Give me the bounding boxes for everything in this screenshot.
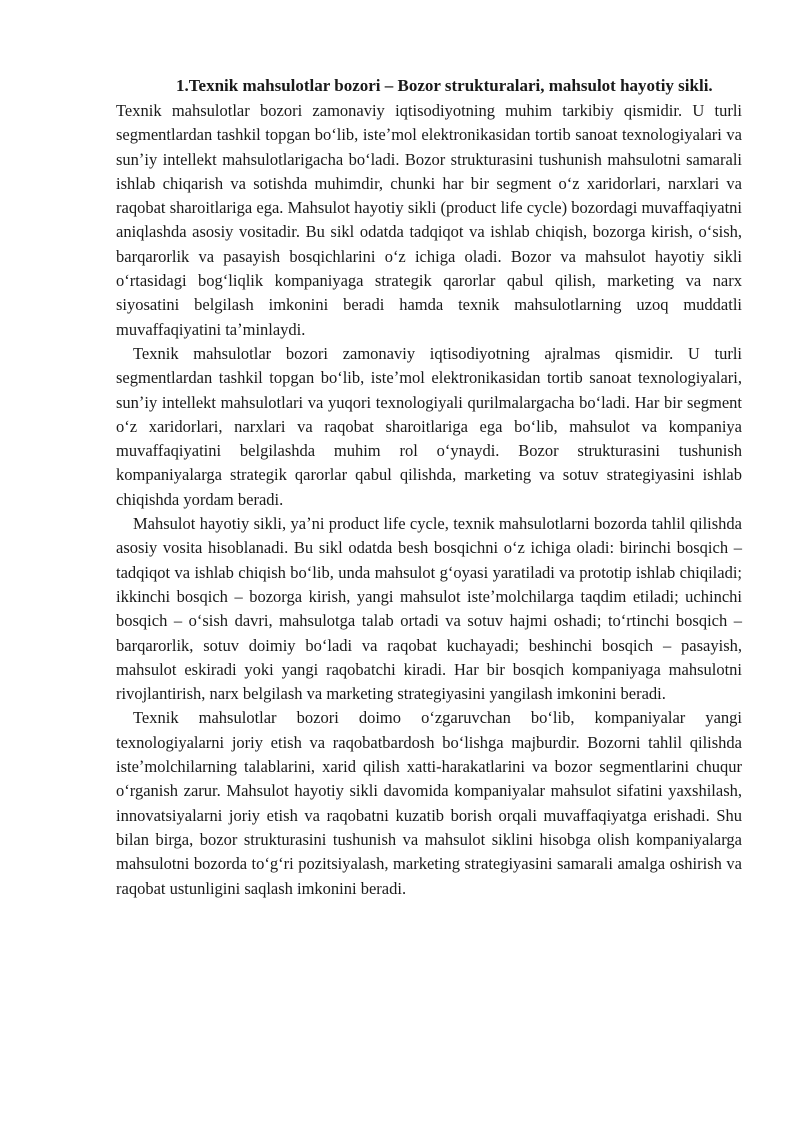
- paragraph-market-structure: Texnik mahsulotlar bozori zamonaviy iqtisodiyotning ajralmas qismidir. U turli segmentlardan tashkil topgan boʻlib, isteʼmol elektronikasidan tortib sanoat texnologiyalari, sunʼiy intellekt mahsulotlari va yuqori texnologiyali qurilmalargacha boʻladi. Har bir segment oʻz xaridorlari, narxlari va raqobat sharoitlariga ega boʻlib, mahsulot va kompaniya muvaffaqiyatini belgilashda muhim rol oʻynaydi. Bozor strukturasini tushunish kompaniyalarga strategik qarorlar qabul qilishda, marketing va sotuv strategiyasini ishlab chiqishda yordam beradi.: [116, 343, 742, 509]
- document-page: [116, 74, 742, 901]
- paragraph-product-life-cycle: Mahsulot hayotiy sikli, yaʼni product life cycle, texnik mahsulotlarni bozorda tahlil qilishda asosiy vosita hisoblanadi. Bu sikl odatda besh bosqichni oʻz ichiga oladi: birinchi bosqich – tadqiqot va ishlab chiqish boʻlib, unda mahsulot gʻoyasi yaratiladi va prototip ishlab chiqiladi; ikkinchi bosqich – bozorga kirish, yangi mahsulot isteʼmolchilarga taqdim etiladi; uchinchi bosqich – oʻsish davri, mahsulotga talab ortadi va sotuv hajmi oshadi; toʻrtinchi bosqich – barqarorlik, sotuv doimiy boʻladi va raqobat kuchayadi; beshinchi bosqich – pasayish, mahsulot eskiradi yoki yangi raqobatchi kiradi. Har bir bosqich kompaniyaga mahsulotni rivojlantirish, narx belgilash va marketing strategiyasini yangilash imkonini beradi.: [116, 514, 742, 704]
- paragraph-intro: Texnik mahsulotlar bozori zamonaviy iqtisodiyotning muhim tarkibiy qismidir. U turli segmentlardan tashkil topgan boʻlib, isteʼmol elektronikasidan tortib sanoat texnologiyalari va sunʼiy intellekt mahsulotlarigacha boʻladi. Bozor strukturasini tushunish mahsulotni samarali ishlab chiqarish va sotishda muhimdir, chunki har bir segment oʻz xaridorlari, narxlari va raqobat sharoitlariga ega. Mahsulot hayotiy sikli (product life cycle) bozordagi muvaffaqiyatni aniqlashda asosiy vositadir. Bu sikl odatda tadqiqot va ishlab chiqish, bozorga kirish, oʻsish, barqarorlik va pasayish bosqichlarini oʻz ichiga oladi. Bozor va mahsulot hayotiy sikli oʻrtasidagi bogʻliqlik kompaniyaga strategik qarorlar qabul qilish, marketing va narx siyosatini belgilash imkonini beradi hamda texnik mahsulotlarning uzoq muddatli muvaffaqiyatini taʼminlaydi.: [116, 101, 742, 339]
- section-heading: 1.Texnik mahsulotlar bozori – Bozor strukturalari, mahsulot hayotiy sikli.: [176, 76, 713, 95]
- paragraph-conclusion: Texnik mahsulotlar bozori doimo oʻzgaruvchan boʻlib, kompaniyalar yangi texnologiyalarni joriy etish va raqobatbardosh boʻlishga majburdir. Bozorni tahlil qilishda isteʼmolchilarning talablarini, xarid qilish xatti-harakatlarini va bozor segmentlarini chuqur oʻrganish zarur. Mahsulot hayotiy sikli davomida kompaniyalar mahsulot sifatini yaxshilash, innovatsiyalarni joriy etish va raqobatni kuzatib borish orqali muvaffaqiyatga erishadi. Shu bilan birga, bozor strukturasini tushunish va mahsulot siklini hisobga olish kompaniyalarga mahsulotni bozorda toʻgʻri pozitsiyalash, marketing strategiyasini samarali amalga oshirish va raqobat ustunligini saqlash imkonini beradi.: [116, 708, 742, 898]
